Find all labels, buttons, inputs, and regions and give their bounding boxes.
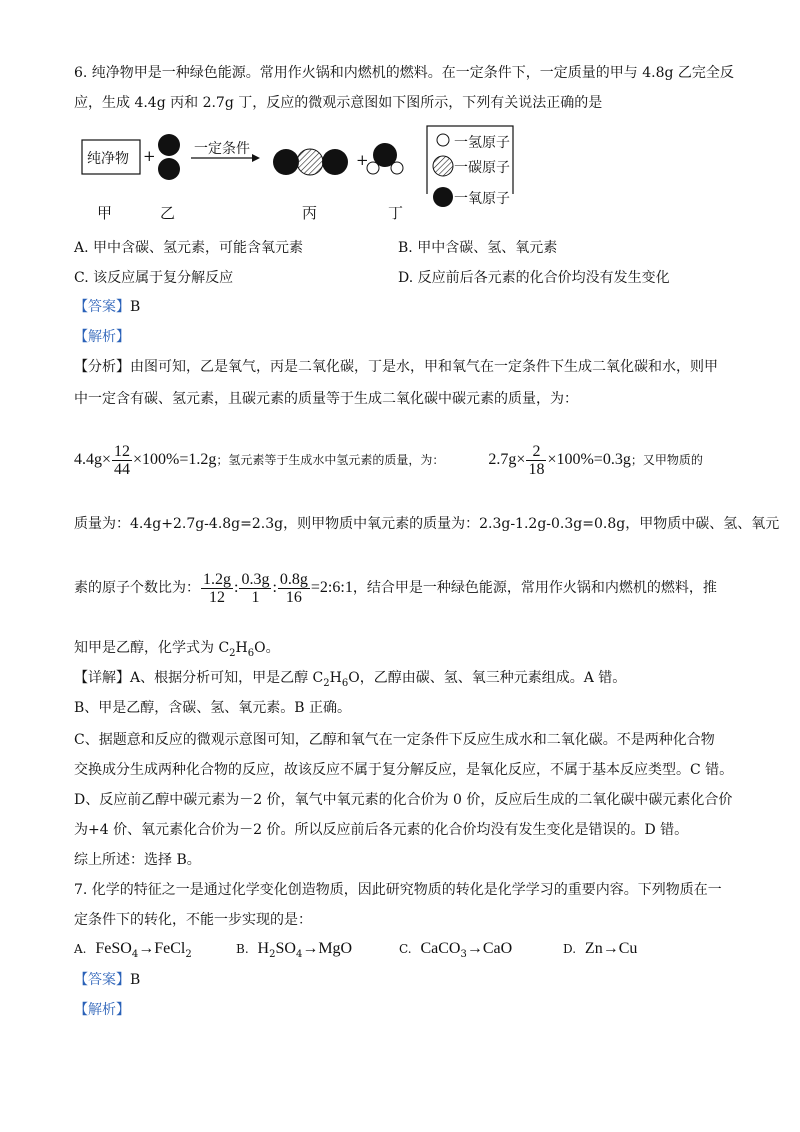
label-ding: 丁 xyxy=(388,204,404,222)
formula1-num: 12 xyxy=(114,442,131,460)
xiangjie-a: 【详解】A、根据分析可知，甲是乙醇 $C_2H_6O$，乙醇由碳、氢、氧三种元素组成。A 错。 xyxy=(74,670,627,689)
q7-analysis-tag: 【解析】 xyxy=(74,1002,130,1018)
formula: →CaO xyxy=(466,940,513,957)
q6-option-d: D. 反应前后各元素的化合价均没有发生变化 xyxy=(398,270,670,286)
option-label: D. xyxy=(563,942,577,956)
jia-box-label: 纯净物 xyxy=(87,151,129,167)
xj-a-post: O，乙醇由碳、氢、氧三种元素组成。A 错。 xyxy=(348,670,627,686)
mass-line: 质量为：4.4g+2.7g-4.8g=2.3g，则甲物质中氧元素的质量为：2.3g-1.2g-0.3g=0.8g，甲物质中碳、氢、氧元 xyxy=(74,516,780,532)
xiangjie-tag: 【详解】 xyxy=(74,670,130,686)
label-bing: 丙 xyxy=(302,204,318,222)
formula: H xyxy=(257,940,270,957)
formula: Zn→Cu xyxy=(584,940,638,957)
formula1-den: 44 xyxy=(114,460,131,478)
answer-value: B xyxy=(130,299,141,315)
formula1-pre: 4.4g× xyxy=(74,451,112,468)
sub: 2 xyxy=(269,948,276,960)
ratio-colon: : xyxy=(234,579,239,596)
q7-stem-line1: 7. 化学的特征之一是通过化学变化创造物质，因此研究物质的转化是化学学习的重要内容。下列物质在一 xyxy=(74,882,722,898)
option-label: B. xyxy=(236,942,249,956)
sub: 6 xyxy=(247,647,255,659)
ratio-den-1: 12 xyxy=(209,588,225,606)
hydrogen-atom xyxy=(391,162,403,174)
oxygen-atom xyxy=(158,158,180,180)
ratio-fraction-2 xyxy=(239,571,271,606)
legend-carbon: 一碳原子 xyxy=(454,160,510,176)
conclusion-line: 知甲是乙醇，化学式为 $C_2H_6O$。 xyxy=(74,640,280,659)
q6-stem-line1: 6. 纯净物甲是一种绿色能源。常用作火锅和内燃机的燃料。在一定条件下，一定质量的甲与 4.8g 乙完全反 xyxy=(74,65,734,81)
plus-sign: + xyxy=(356,151,369,169)
answer-tag: 【答案】 xyxy=(74,972,130,988)
hydrogen-atom xyxy=(367,162,379,174)
oxygen-atom xyxy=(322,149,348,175)
formula2-fraction xyxy=(526,443,546,478)
formula-mid-text: ；氢元素等于生成水中氢元素的质量，为： xyxy=(216,453,445,467)
q7-option-a xyxy=(74,940,192,960)
ratio-num-1: 1.2g xyxy=(203,570,231,588)
xiangjie-c1: C、据题意和反应的微观示意图可知，乙醇和氧气在一定条件下反应生成水和二氧化碳。不是两种化合物 xyxy=(74,732,715,748)
q6-stem-line2: 应，生成 4.4g 丙和 2.7g 丁，反应的微观示意图如下图所示，下列有关说法正确的是 xyxy=(74,95,603,111)
ratio-num-2: 0.3g xyxy=(241,570,270,588)
sub: 4 xyxy=(295,948,303,960)
ratio-result: =2:6:1 xyxy=(310,579,353,596)
q7-stem-line2: 定条件下的转化，不能一步实现的是： xyxy=(74,912,312,928)
q6-option-b: B. 甲中含碳、氢、氧元素 xyxy=(398,240,558,256)
q7-option-d xyxy=(563,940,637,958)
ratio-den-2: 1 xyxy=(251,588,260,606)
answer-value: B xyxy=(130,972,141,988)
fenxi-line2: 中一定含有碳、氢元素，且碳元素的质量等于生成二氧化碳中碳元素的质量，为： xyxy=(74,391,578,407)
conclusion-pre: 知甲是乙醇，化学式为 C xyxy=(74,640,230,656)
formula1-post: ×100%=1.2g xyxy=(133,451,217,468)
sub: 2 xyxy=(229,647,236,659)
formula2-den: 18 xyxy=(528,460,545,478)
ratio-fraction-1 xyxy=(201,571,233,606)
sub: 2 xyxy=(323,677,330,689)
option-label: C. xyxy=(399,942,412,956)
arrow-label: 一定条件 xyxy=(194,141,250,157)
formula: SO xyxy=(275,940,296,957)
sub: 2 xyxy=(185,948,192,960)
analysis-tag: 【解析】 xyxy=(74,329,130,345)
fenxi-tag: 【分析】 xyxy=(74,359,130,375)
conclusion-post: O。 xyxy=(254,640,280,656)
sub: 6 xyxy=(341,677,349,689)
q7-option-b xyxy=(236,940,352,960)
legend-hydrogen: 一氢原子 xyxy=(454,135,510,151)
oxygen-atom xyxy=(273,149,299,175)
answer-tag: 【答案】 xyxy=(74,299,130,315)
q7-answer-line xyxy=(74,970,140,990)
formula: →MgO xyxy=(302,940,353,957)
formula: →FeCl xyxy=(138,940,186,957)
xiangjie-d2: 为+4 价、氧元素化合价为－2 价。所以反应前后各元素的化合价均没有发生变化是错误的。D 错。 xyxy=(74,822,689,838)
reaction-diagram xyxy=(76,124,716,224)
xj-a-pre: A、根据分析可知，甲是乙醇 C xyxy=(130,670,324,686)
carbon-legend-icon xyxy=(433,156,453,176)
reaction-diagram-graphic xyxy=(76,124,716,194)
ratio-den-3: 16 xyxy=(285,588,302,606)
arrow-head-icon xyxy=(252,154,260,162)
formula: CaCO xyxy=(420,940,461,957)
sub: 3 xyxy=(460,948,467,960)
label-yi: 乙 xyxy=(160,204,176,222)
q6-option-c: C. 该反应属于复分解反应 xyxy=(74,270,234,286)
legend-oxygen: 一氧原子 xyxy=(454,191,510,207)
ratio-pre: 素的原子个数比为： xyxy=(74,580,200,596)
q6-option-a: A. 甲中含碳、氢元素，可能含氧元素 xyxy=(74,240,304,256)
ratio-line xyxy=(74,568,717,608)
sub: 4 xyxy=(131,948,139,960)
ratio-fraction-3 xyxy=(278,571,310,606)
formula-end-text: ；又甲物质的 xyxy=(630,453,703,467)
formula: FeSO xyxy=(95,940,132,957)
fenxi-text: 由图可知，乙是氧气，丙是二氧化碳，丁是水，甲和氧气在一定条件下生成二氧化碳和水，则甲 xyxy=(130,359,718,375)
formula2-pre: 2.7g× xyxy=(488,451,526,468)
ratio-num-3: 0.8g xyxy=(279,570,308,588)
formula1-fraction xyxy=(112,443,132,478)
xiangjie-b: B、甲是乙醇，含碳、氢、氧元素。B 正确。 xyxy=(74,700,352,716)
carbon-atom xyxy=(297,149,323,175)
ratio-post: ，结合甲是一种绿色能源，常用作火锅和内燃机的燃料，推 xyxy=(352,580,717,596)
oxygen-atom xyxy=(158,134,180,156)
hydrogen-legend-icon xyxy=(437,134,449,146)
xiangjie-d1: D、反应前乙醇中碳元素为－2 价，氧气中氧元素的化合价为 0 价，反应后生成的二氧化碳中碳元素化合价 xyxy=(74,792,733,808)
formula2-post: ×100%=0.3g xyxy=(547,451,631,468)
summary: 综上所述：选择 B。 xyxy=(74,852,201,868)
fenxi-line1 xyxy=(74,357,718,377)
label-jia: 甲 xyxy=(97,204,113,222)
q7-option-c xyxy=(399,940,512,960)
xiangjie-c2: 交换成分生成两种化合物的反应，故该反应不属于复分解反应，是氧化反应，不属于基本反应类型。C 错。 xyxy=(74,762,734,778)
plus-sign: + xyxy=(143,147,156,165)
q6-answer-line xyxy=(74,297,140,317)
formula-line xyxy=(74,442,703,478)
formula2-num: 2 xyxy=(526,443,546,461)
ratio-colon: : xyxy=(272,579,277,596)
option-label: A. xyxy=(74,942,87,956)
